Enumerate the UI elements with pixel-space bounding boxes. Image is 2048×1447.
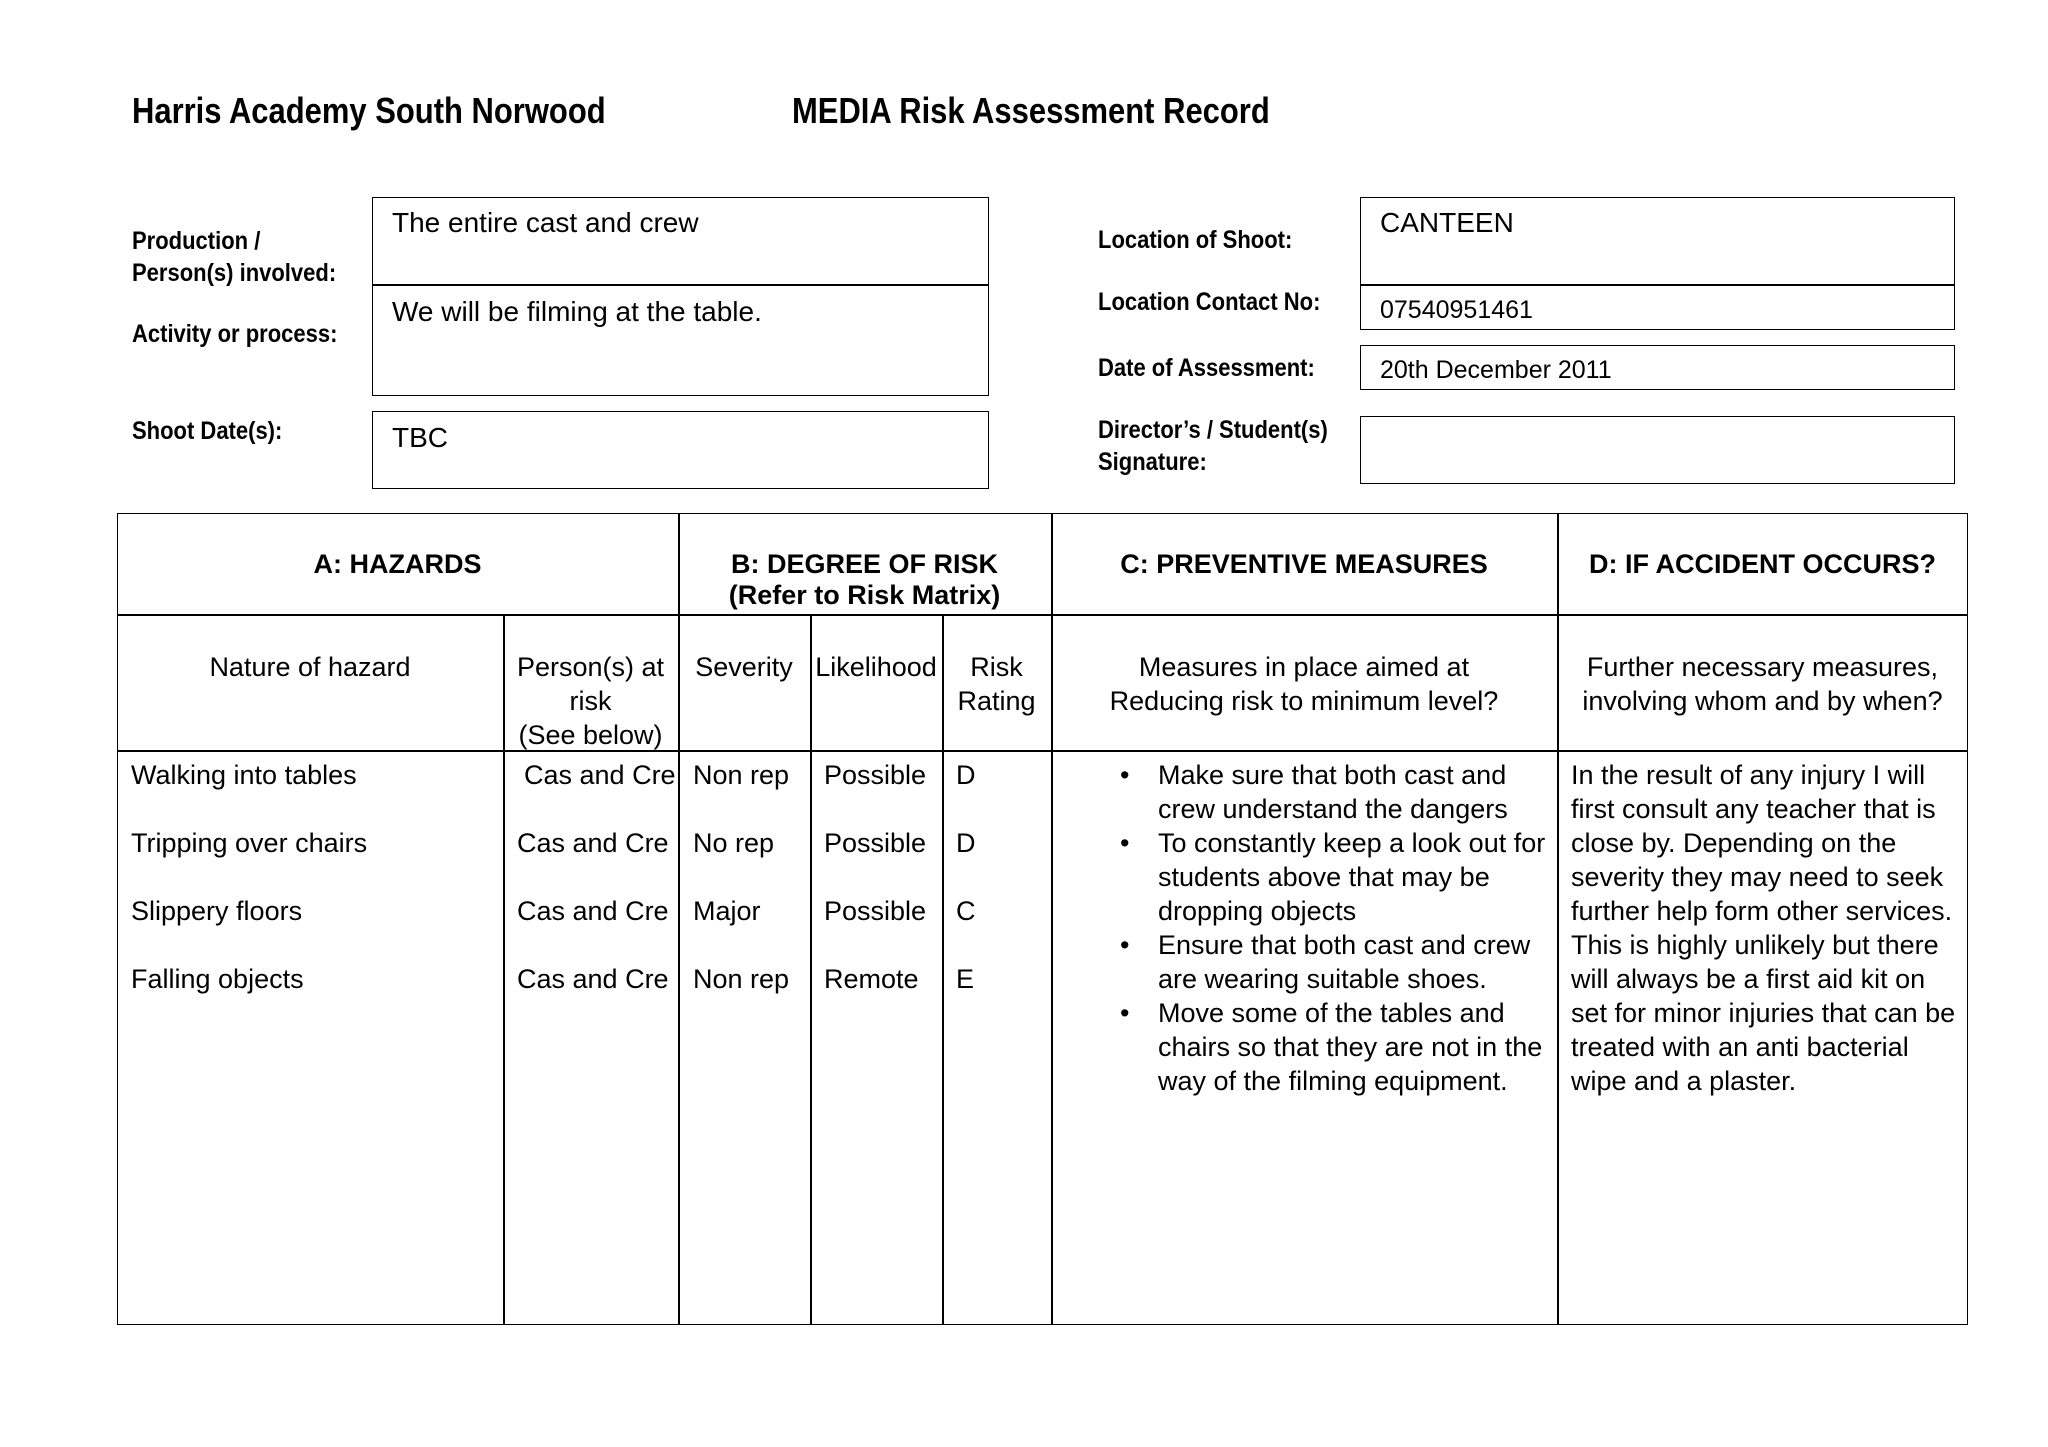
likelihood-cell: Possible — [824, 760, 927, 790]
col-further-line1: Further necessary measures, — [1586, 652, 1939, 682]
activity-label: Activity or process: — [132, 320, 338, 348]
severity-cell: Major — [693, 896, 761, 926]
contact-field[interactable]: 07540951461 — [1380, 296, 1533, 324]
table-rule-subheader — [117, 750, 1968, 752]
hazard-cell: Falling objects — [131, 964, 304, 994]
activity-field[interactable]: We will be filming at the table. — [392, 296, 762, 327]
severity-cell: Non rep — [693, 964, 790, 994]
production-activity-divider — [372, 284, 989, 286]
contact-label: Location Contact No: — [1098, 288, 1321, 316]
severity-cell: Non rep — [693, 760, 790, 790]
table-col-divider-severity — [810, 614, 812, 1325]
col-severity-header: Severity — [695, 652, 793, 682]
production-label — [132, 225, 336, 289]
shoot-date-field[interactable]: TBC — [392, 422, 448, 453]
date-field[interactable]: 20th December 2011 — [1380, 356, 1612, 384]
production-field[interactable]: The entire cast and crew — [392, 207, 699, 238]
list-item: • Make sure that both cast and crew understand the dangers — [1120, 760, 1508, 824]
col-likelihood-header: Likelihood — [815, 652, 937, 682]
list-item: • To constantly keep a look out for students above that may be dropping objects — [1120, 828, 1546, 926]
persons-cell: Cas and Cre — [517, 964, 669, 994]
table-rule-header — [117, 614, 1968, 616]
likelihood-cell: Remote — [824, 964, 919, 994]
signature-label — [1098, 414, 1328, 478]
school-name: Harris Academy South Norwood — [132, 90, 606, 131]
table-col-divider-ab — [678, 513, 680, 1325]
rating-cell: D — [956, 828, 976, 858]
col-persons-line3: (See below) — [518, 720, 663, 750]
section-d-header: D: IF ACCIDENT OCCURS? — [1589, 549, 1936, 579]
rating-cell: E — [956, 964, 975, 994]
hazard-cell: Tripping over chairs — [131, 828, 368, 858]
accident-response-text: In the result of any injury I will first consult any teacher that is close by. Depending on the severity they may need to seek further help form other services. This is highly unlikely but there will always be a first aid kit on set for minor injuries that can be treated with an anti bacterial wipe and a plaster. — [1571, 760, 1956, 1096]
col-measures-header — [1051, 650, 1557, 718]
persons-cell: Cas and Cre — [517, 896, 669, 926]
col-further-header — [1557, 650, 1968, 718]
col-nature-header: Nature of hazard — [209, 652, 411, 682]
bullet-icon: • — [1120, 760, 1130, 790]
hazard-cell: Walking into tables — [131, 760, 357, 790]
rating-cell: D — [956, 760, 976, 790]
production-label-line1: Production / — [132, 227, 261, 255]
col-risk-line1: Risk — [970, 652, 1023, 682]
hazard-cell: Slippery floors — [131, 896, 303, 926]
section-b-line2: (Refer to Risk Matrix) — [728, 580, 1001, 610]
table-col-divider-cd — [1557, 513, 1559, 1325]
shoot-date-box — [372, 411, 989, 489]
bullet-icon: • — [1120, 828, 1130, 858]
col-further-line2: involving whom and by when? — [1582, 686, 1943, 716]
rating-cell: C — [956, 896, 976, 926]
location-field[interactable]: CANTEEN — [1380, 207, 1514, 238]
list-item: • Move some of the tables and chairs so that they are not in the way of the filming equipment. — [1120, 998, 1543, 1096]
col-risk-line2: Rating — [957, 686, 1036, 716]
date-box — [1360, 345, 1955, 390]
col-persons-header — [503, 650, 678, 752]
persons-cell: Cas and Cre — [517, 828, 669, 858]
date-label: Date of Assessment: — [1098, 354, 1315, 382]
table-col-divider-bc — [1051, 513, 1053, 1325]
measures-list — [1108, 758, 1553, 1098]
page-title: MEDIA Risk Assessment Record — [792, 90, 1270, 131]
section-b-header — [678, 549, 1051, 611]
location-contact-divider — [1360, 284, 1955, 286]
location-label: Location of Shoot: — [1098, 226, 1293, 254]
table-col-divider-likelihood — [942, 614, 944, 1325]
col-risk-header — [942, 650, 1051, 718]
signature-field[interactable] — [1360, 416, 1955, 484]
section-a-header: A: HAZARDS — [313, 549, 482, 579]
production-label-line2: Person(s) involved: — [132, 259, 337, 287]
signature-label-line1: Director’s / Student(s) — [1098, 416, 1328, 444]
col-measures-line2: Reducing risk to minimum level? — [1109, 686, 1499, 716]
signature-label-line2: Signature: — [1098, 448, 1207, 476]
likelihood-cell: Possible — [824, 896, 927, 926]
shoot-date-label: Shoot Date(s): — [132, 417, 283, 445]
bullet-icon: • — [1120, 930, 1130, 960]
severity-cell: No rep — [693, 828, 775, 858]
col-persons-line1: Person(s) at — [516, 652, 665, 682]
col-measures-line1: Measures in place aimed at — [1138, 652, 1470, 682]
section-b-line1: B: DEGREE OF RISK — [730, 549, 999, 579]
section-c-header: C: PREVENTIVE MEASURES — [1120, 549, 1488, 579]
list-item: • Ensure that both cast and crew are wearing suitable shoes. — [1120, 930, 1531, 994]
persons-cell: Cas and Cre — [524, 760, 676, 790]
likelihood-cell: Possible — [824, 828, 927, 858]
col-persons-line2: risk — [569, 686, 612, 716]
bullet-icon: • — [1120, 998, 1130, 1028]
